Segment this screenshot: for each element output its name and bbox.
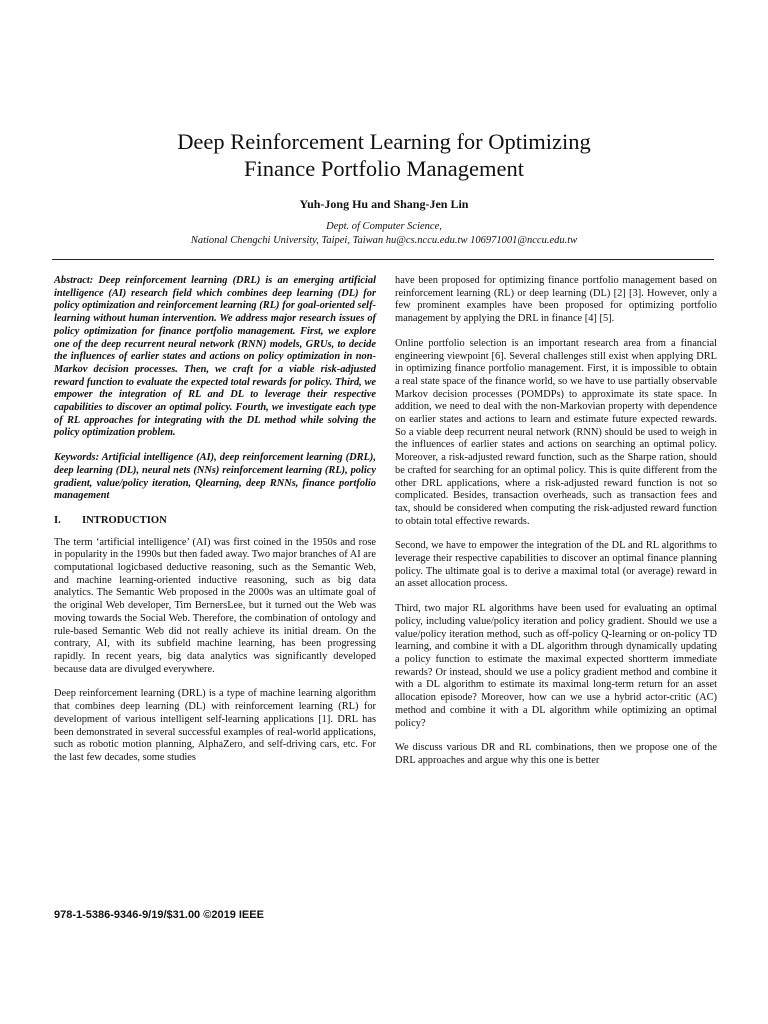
- paper-title: [0, 128, 768, 182]
- intro-paragraph-2: Deep reinforcement learning (DRL) is a type of machine learning algorithm that combines deep learning (DL) with reinforcement learning (RL) for development of various intelligent self-learning applications [1]. DRL has been demonstrated in several successful examples of real-world applications, such as robotic motion planning, AlphaZero, and self-driving cars, etc. For the last few decades, some studies: [54, 688, 376, 763]
- title-line-2: Finance Portfolio Management: [244, 156, 524, 181]
- header-divider: [52, 259, 714, 260]
- copyright-footer: 978-1-5386-9346-9/19/$31.00 ©2019 IEEE: [54, 909, 264, 921]
- keywords: Keywords: Artificial intelligence (AI), deep reinforcement learning (DRL), deep learning (DL), neural nets (NNs) reinforcement learning (RL), policy gradient, value/policy iteration, Qlearning, deep RNNs, finance portfolio management: [54, 452, 376, 502]
- body-paragraph: have been proposed for optimizing finance portfolio management based on reinforcement learning (RL) or deep learning (DL) [2] [3]. However, only a few prominent examples have been proposed for optimizing portfolio management by applying the DRL in finance [4] [5].: [395, 275, 717, 325]
- left-column: [54, 275, 376, 777]
- body-paragraph: Second, we have to empower the integration of the DL and RL algorithms to leverage their respective capabilities to discover an optimal finance planning policy. The ultimate goal is to derive a maximal total (or average) reward in an asset allocation process.: [395, 540, 717, 590]
- intro-paragraph-1: The term ‘artificial intelligence’ (AI) was first coined in the 1950s and rose in popularity in the 1990s but then faded away. Two major branches of AI are computational logicbased deductive reasoning, such as the Semantic Web, and machine learning-oriented inductive reasoning, such as big data analytics. The Semantic Web proposed in the 2000s was an ultimate goal of the original Web developer, Tim BernersLee, but it turned out the Web was moving towards the Social Web. Therefore, the combination of ontology and rule-based Semantic Web did not really achieve its initial dream. On the contrary, AI, with its subfield machine learning, has been progressing rapidly. In recent years, big data analytics was significantly developed because data are divulged everywhere.: [54, 536, 376, 675]
- section-number: I.: [54, 514, 61, 526]
- body-paragraph: Third, two major RL algorithms have been used for evaluating an optimal policy, including value/policy iteration and policy gradient. Should we use a value/policy iteration method, such as off-policy Q-learning or on-policy TD learning, and combine it with a DL algorithm through dynamically updating a policy function to estimate the maximal expected shortterm immediate rewards? Or instead, should we use a policy gradient method and combine it with a DL algorithm to estimate its maximal long-term return for an asset allocation episode? Moreover, how can we use a hybrid actor-critic (AC) method and combine it with a DL algorithm while optimizing an optimal policy?: [395, 603, 717, 729]
- section-heading-introduction: [54, 515, 376, 528]
- affiliation-line-2: National Chengchi University, Taipei, Taiwan hu@cs.nccu.edu.tw 106971001@nccu.edu.tw: [190, 235, 578, 246]
- title-line-1: Deep Reinforcement Learning for Optimizing: [177, 129, 591, 154]
- authors: Yuh-Jong Hu and Shang-Jen Lin: [299, 197, 469, 211]
- body-paragraph: We discuss various DR and RL combinations, then we propose one of the DRL approaches and argue why this one is better: [395, 742, 717, 766]
- right-column: [395, 275, 717, 780]
- abstract: Abstract: Deep reinforcement learning (DRL) is an emerging artificial intelligence (AI) research field which combines deep learning (DL) for policy optimization and reinforcement learning (RL) for goal-oriented self-learning without human intervention. We address major research issues of policy optimization for finance portfolio management. First, we explore one of the deep recurrent neural network (RNN) models, GRUs, to decide the influences of earlier states and actions on policy optimization in non-Markov decision processes. Then, we craft for a viable risk-adjusted reward function to evaluate the expected total rewards for policy. Third, we empower the integration of RL and DL to leverage their respective capabilities to discover an optimal policy. Fourth, we investigate each type of RL approaches for integrating with the DL method while solving the policy optimization problem.: [54, 275, 376, 439]
- body-paragraph: Online portfolio selection is an important research area from a financial engineering viewpoint [6]. Several challenges still exist when applying DRL in optimizing finance portfolio management. First, it is impossible to obtain a real state space of the finance world, so we have to use partially observable Markov decision processes (POMDPs) to approximate its state space. In addition, we need to deal with the non-Markovian property with dependence on earlier states and actions to learn and estimate future expected rewards. So a viable deep recurrent neural network (RNN) should be used to weigh in the influences of earlier states and actions on searching an optimal policy. Moreover, a risk-adjusted reward function, such as the Sharpe ration, should be crafted for searching for an optimal policy. This is quite different from the other DRL applications, where a risk-adjusted reward function is not so complicated. Besides, transaction overheads, such as transaction fees and tax, should be considered when computing the risk-adjusted reward function to obtain total effective rewards.: [395, 337, 717, 527]
- section-title: INTRODUCTION: [82, 514, 167, 526]
- affiliation: [0, 220, 768, 248]
- affiliation-line-1: Dept. of Computer Science,: [326, 221, 442, 232]
